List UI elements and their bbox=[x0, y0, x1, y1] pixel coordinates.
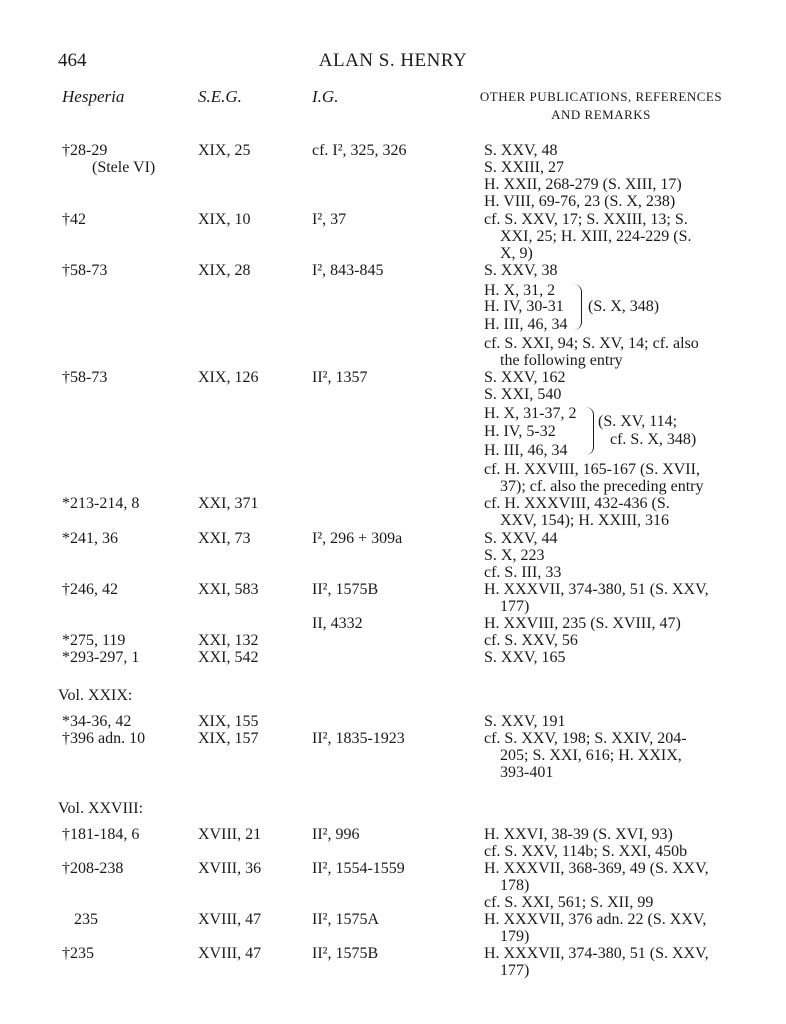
entry-seg: XIX, 157 bbox=[198, 730, 259, 747]
entry-other-bracket-note: cf. S. X, 348) bbox=[610, 431, 697, 448]
entry-other-line: H. XXII, 268-279 (S. XIII, 17) bbox=[484, 176, 682, 193]
entry-ig: cf. I², 325, 326 bbox=[312, 142, 407, 159]
entry-ig: II², 1575A bbox=[312, 911, 380, 928]
entry-seg: XVIII, 21 bbox=[198, 826, 262, 843]
entry-other-line: H. X, 31-37, 2 bbox=[484, 405, 577, 422]
entry-other-line: XXV, 154); H. XXIII, 316 bbox=[500, 512, 670, 529]
entry-seg: XIX, 28 bbox=[198, 262, 251, 279]
entry-other-line: cf. S. XXV, 198; S. XXIV, 204- bbox=[484, 730, 687, 747]
entry-hesperia: †58-73 bbox=[62, 369, 108, 386]
entry-seg: XXI, 371 bbox=[198, 495, 259, 512]
column-header-ig: I.G. bbox=[312, 87, 339, 106]
entry-hesperia: *293-297, 1 bbox=[62, 649, 140, 666]
entry-other-line: S. XXV, 191 bbox=[484, 713, 566, 730]
entry-other-line: H. XXVI, 38-39 (S. XVI, 93) bbox=[484, 826, 673, 843]
entry-other-line: 178) bbox=[500, 877, 530, 894]
column-header-other-line2: AND REMARKS bbox=[551, 107, 651, 122]
entry-hesperia: †181-184, 6 bbox=[62, 826, 140, 843]
entry-other-line: H. IV, 30-31 bbox=[484, 298, 564, 315]
entry-hesperia: †246, 42 bbox=[62, 581, 118, 598]
section-heading: Vol. XXIX: bbox=[58, 687, 133, 704]
entry-other-line: S. XXV, 162 bbox=[484, 369, 566, 386]
entry-hesperia: †396 adn. 10 bbox=[62, 730, 146, 747]
entry-other-line: 205; S. XXI, 616; H. XXIX, bbox=[500, 747, 682, 764]
entry-seg: XXI, 73 bbox=[198, 530, 251, 547]
entry-ig: I², 843-845 bbox=[312, 262, 384, 279]
entry-seg: XIX, 126 bbox=[198, 369, 259, 386]
entry-hesperia: *275, 119 bbox=[62, 632, 126, 649]
entry-hesperia: *34-36, 42 bbox=[62, 713, 132, 730]
entry-hesperia: 235 bbox=[74, 911, 98, 928]
column-header-other-line1: OTHER PUBLICATIONS, REFERENCES bbox=[479, 89, 723, 104]
entry-other-line: 177) bbox=[500, 962, 530, 979]
entry-seg: XVIII, 47 bbox=[198, 945, 262, 962]
entry-other-line: cf. S. XXI, 561; S. XII, 99 bbox=[484, 894, 654, 911]
entry-other-bracket-note: (S. XV, 114; bbox=[598, 413, 678, 430]
entry-other-line: cf. S. III, 33 bbox=[484, 564, 562, 581]
entry-other-line: H. X, 31, 2 bbox=[484, 282, 556, 299]
entry-seg: XXI, 542 bbox=[198, 649, 259, 666]
entry-hesperia: †208-238 bbox=[62, 860, 124, 877]
entry-other-line: S. XXV, 165 bbox=[484, 649, 566, 666]
entry-hesperia: †42 bbox=[62, 211, 86, 228]
entry-other-line: cf. S. XXV, 114b; S. XXI, 450b bbox=[484, 843, 688, 860]
entry-hesperia: *241, 36 bbox=[62, 530, 118, 547]
section-heading: Vol. XXVIII: bbox=[58, 800, 144, 817]
column-header-seg: S.E.G. bbox=[198, 87, 242, 106]
entry-other-line: cf. H. XXXVIII, 432-436 (S. bbox=[484, 495, 670, 512]
entry-other-line: H. III, 46, 34 bbox=[484, 442, 568, 459]
entry-other-line: H. XXXVII, 374-380, 51 (S. XXV, bbox=[484, 581, 709, 598]
entry-seg: XVIII, 36 bbox=[198, 860, 262, 877]
entry-other-line: H. XXVIII, 235 (S. XVIII, 47) bbox=[484, 615, 681, 632]
entry-other-line: 393-401 bbox=[500, 764, 554, 781]
entry-ig: II, 4332 bbox=[312, 615, 363, 632]
column-header-other bbox=[470, 88, 732, 124]
entry-ig: II², 1357 bbox=[312, 369, 368, 386]
entry-ig: II², 1575B bbox=[312, 581, 379, 598]
entry-other-line: S. XXI, 540 bbox=[484, 386, 562, 403]
entry-other-line: cf. S. XXV, 17; S. XXIII, 13; S. bbox=[484, 211, 688, 228]
entry-other-bracket-note: (S. X, 348) bbox=[588, 298, 660, 315]
entry-other-line: cf. H. XXVIII, 165-167 (S. XVII, bbox=[484, 461, 700, 478]
entry-seg: XXI, 583 bbox=[198, 581, 259, 598]
entry-other-line: H. XXXVII, 374-380, 51 (S. XXV, bbox=[484, 945, 709, 962]
entry-other-line: H. XXXVII, 376 adn. 22 (S. XXV, bbox=[484, 911, 707, 928]
entry-other-line: X, 9) bbox=[500, 245, 533, 262]
entry-other-line: 177) bbox=[500, 598, 530, 615]
entry-other-line: H. III, 46, 34 bbox=[484, 316, 568, 333]
entry-other-line: cf. S. XXV, 56 bbox=[484, 632, 578, 649]
entry-seg: XVIII, 47 bbox=[198, 911, 262, 928]
entry-other-line: S. X, 223 bbox=[484, 547, 545, 564]
entry-hesperia-note: (Stele VI) bbox=[92, 159, 156, 176]
entry-hesperia: †235 bbox=[62, 945, 94, 962]
entry-hesperia: *213-214, 8 bbox=[62, 495, 140, 512]
entry-other-line: 37); cf. also the preceding entry bbox=[500, 478, 704, 495]
entry-other-line: 179) bbox=[500, 928, 530, 945]
running-head: ALAN S. HENRY bbox=[318, 50, 468, 71]
entry-other-line: S. XXV, 44 bbox=[484, 530, 558, 547]
entry-ig: II², 1835-1923 bbox=[312, 730, 405, 747]
entry-other-line: S. XXV, 48 bbox=[484, 142, 558, 159]
entry-ig: II², 1554-1559 bbox=[312, 860, 405, 877]
entry-ig: II², 996 bbox=[312, 826, 360, 843]
entry-other-line: H. IV, 5-32 bbox=[484, 423, 556, 440]
entry-seg: XIX, 25 bbox=[198, 142, 251, 159]
entry-ig: I², 37 bbox=[312, 211, 347, 228]
entry-seg: XIX, 10 bbox=[198, 211, 251, 228]
entry-ig: I², 296 + 309a bbox=[312, 530, 403, 547]
entry-seg: XIX, 155 bbox=[198, 713, 259, 730]
entry-other-line: XXI, 25; H. XIII, 224-229 (S. bbox=[500, 228, 692, 245]
entry-other-line: H. XXXVII, 368-369, 49 (S. XXV, bbox=[484, 860, 709, 877]
entry-other-line: cf. S. XXI, 94; S. XV, 14; cf. also bbox=[484, 335, 699, 352]
page-number: 464 bbox=[58, 50, 87, 71]
entry-other-line: the following entry bbox=[500, 352, 623, 369]
entry-other-line: S. XXIII, 27 bbox=[484, 159, 564, 176]
entry-hesperia: †58-73 bbox=[62, 262, 108, 279]
entry-hesperia: †28-29 bbox=[62, 142, 108, 159]
entry-seg: XXI, 132 bbox=[198, 632, 259, 649]
curly-brace bbox=[574, 284, 582, 330]
entry-other-line: H. VIII, 69-76, 23 (S. X, 238) bbox=[484, 193, 676, 210]
column-header-hesperia: Hesperia bbox=[62, 87, 125, 106]
entry-other-line: S. XXV, 38 bbox=[484, 262, 558, 279]
entry-ig: II², 1575B bbox=[312, 945, 379, 962]
curly-brace bbox=[586, 407, 594, 455]
